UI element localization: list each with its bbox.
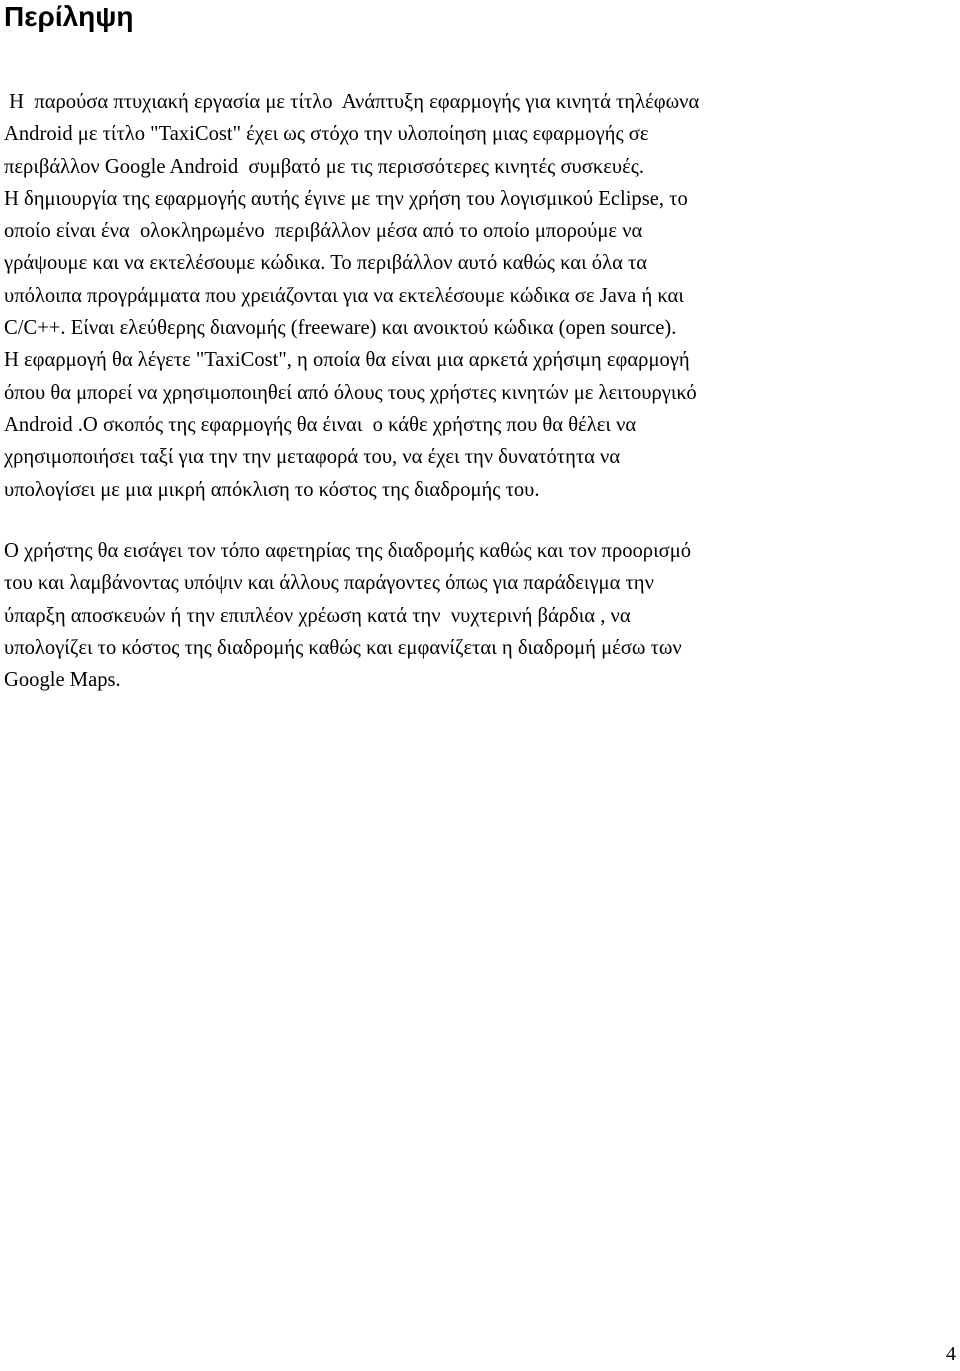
page-title: Περίληψη <box>4 1 134 32</box>
text-line: ύπαρξη αποσκευών ή την επιπλέον χρέωση κατά την νυχτερινή βάρδια , να <box>4 604 631 627</box>
text-line: Η παρούσα πτυχιακή εργασία με τίτλο Ανάπτυξη εφαρμογής για κινητά τηλέφωνα <box>4 91 700 113</box>
page-number: 4 <box>946 1343 956 1365</box>
text-line: περιβάλλον Google Android συμβατό με τις περισσότερες κινητές συσκευές. <box>4 155 645 178</box>
text-line: Η εφαρμογή θα λέγετε "TaxiCost", η οποία θα είναι μια αρκετά χρήσιμη εφαρμογή <box>4 349 690 372</box>
text-line: Google Maps. <box>4 669 121 692</box>
text-line: όπου θα μπορεί να χρησιμοποιηθεί από όλους τους χρήστες κινητών με λειτουργικό <box>4 381 697 404</box>
text-line: C/C++. Είναι ελεύθερης διανομής (freeware) και ανοικτού κώδικα (open source). <box>4 317 677 340</box>
text-line: υπολογίζει το κόστος της διαδρομής καθώς και εμφανίζεται η διαδρομή μέσω των <box>4 636 682 659</box>
text-line: Ο χρήστης θα εισάγει τον τόπο αφετηρίας της διαδρομής καθώς και τον προορισμό <box>4 540 692 562</box>
text-line: οποίο είναι ένα ολοκληρωμένο περιβάλλον μέσα από το οποίο μπορούμε να <box>4 220 643 243</box>
text-line: γράψουμε και να εκτελέσουμε κώδικα. Το περιβάλλον αυτό καθώς και όλα τα <box>4 252 648 275</box>
paragraph-user-flow <box>4 535 954 696</box>
paragraph-abstract-intro <box>4 86 954 506</box>
text-line: του και λαμβάνοντας υπόψιν και άλλους παράγοντες όπως για παράδειγμα την <box>4 572 654 595</box>
text-line: υπολογίσει με μια μικρή απόκλιση το κόστος της διαδρομής του. <box>4 478 540 501</box>
text-line: χρησιμοποιήσει ταξί για την την μεταφορά του, να έχει την δυνατότητα να <box>4 446 621 469</box>
text-line: Η δημιουργία της εφαρμογής αυτής έγινε με την χρήση του λογισμικού Eclipse, το <box>4 187 688 210</box>
text-line: Android .Ο σκοπός της εφαρμογής θα έιναι ο κάθε χρήστης που θα θέλει να <box>4 413 637 436</box>
text-line: υπόλοιπα προγράμματα που χρειάζονται για να εκτελέσουμε κώδικα σε Java ή και <box>4 284 684 307</box>
text-line: Android με τίτλο "TaxiCost" έχει ως στόχο την υλοποίηση μιας εφαρμογής σε <box>4 123 649 146</box>
